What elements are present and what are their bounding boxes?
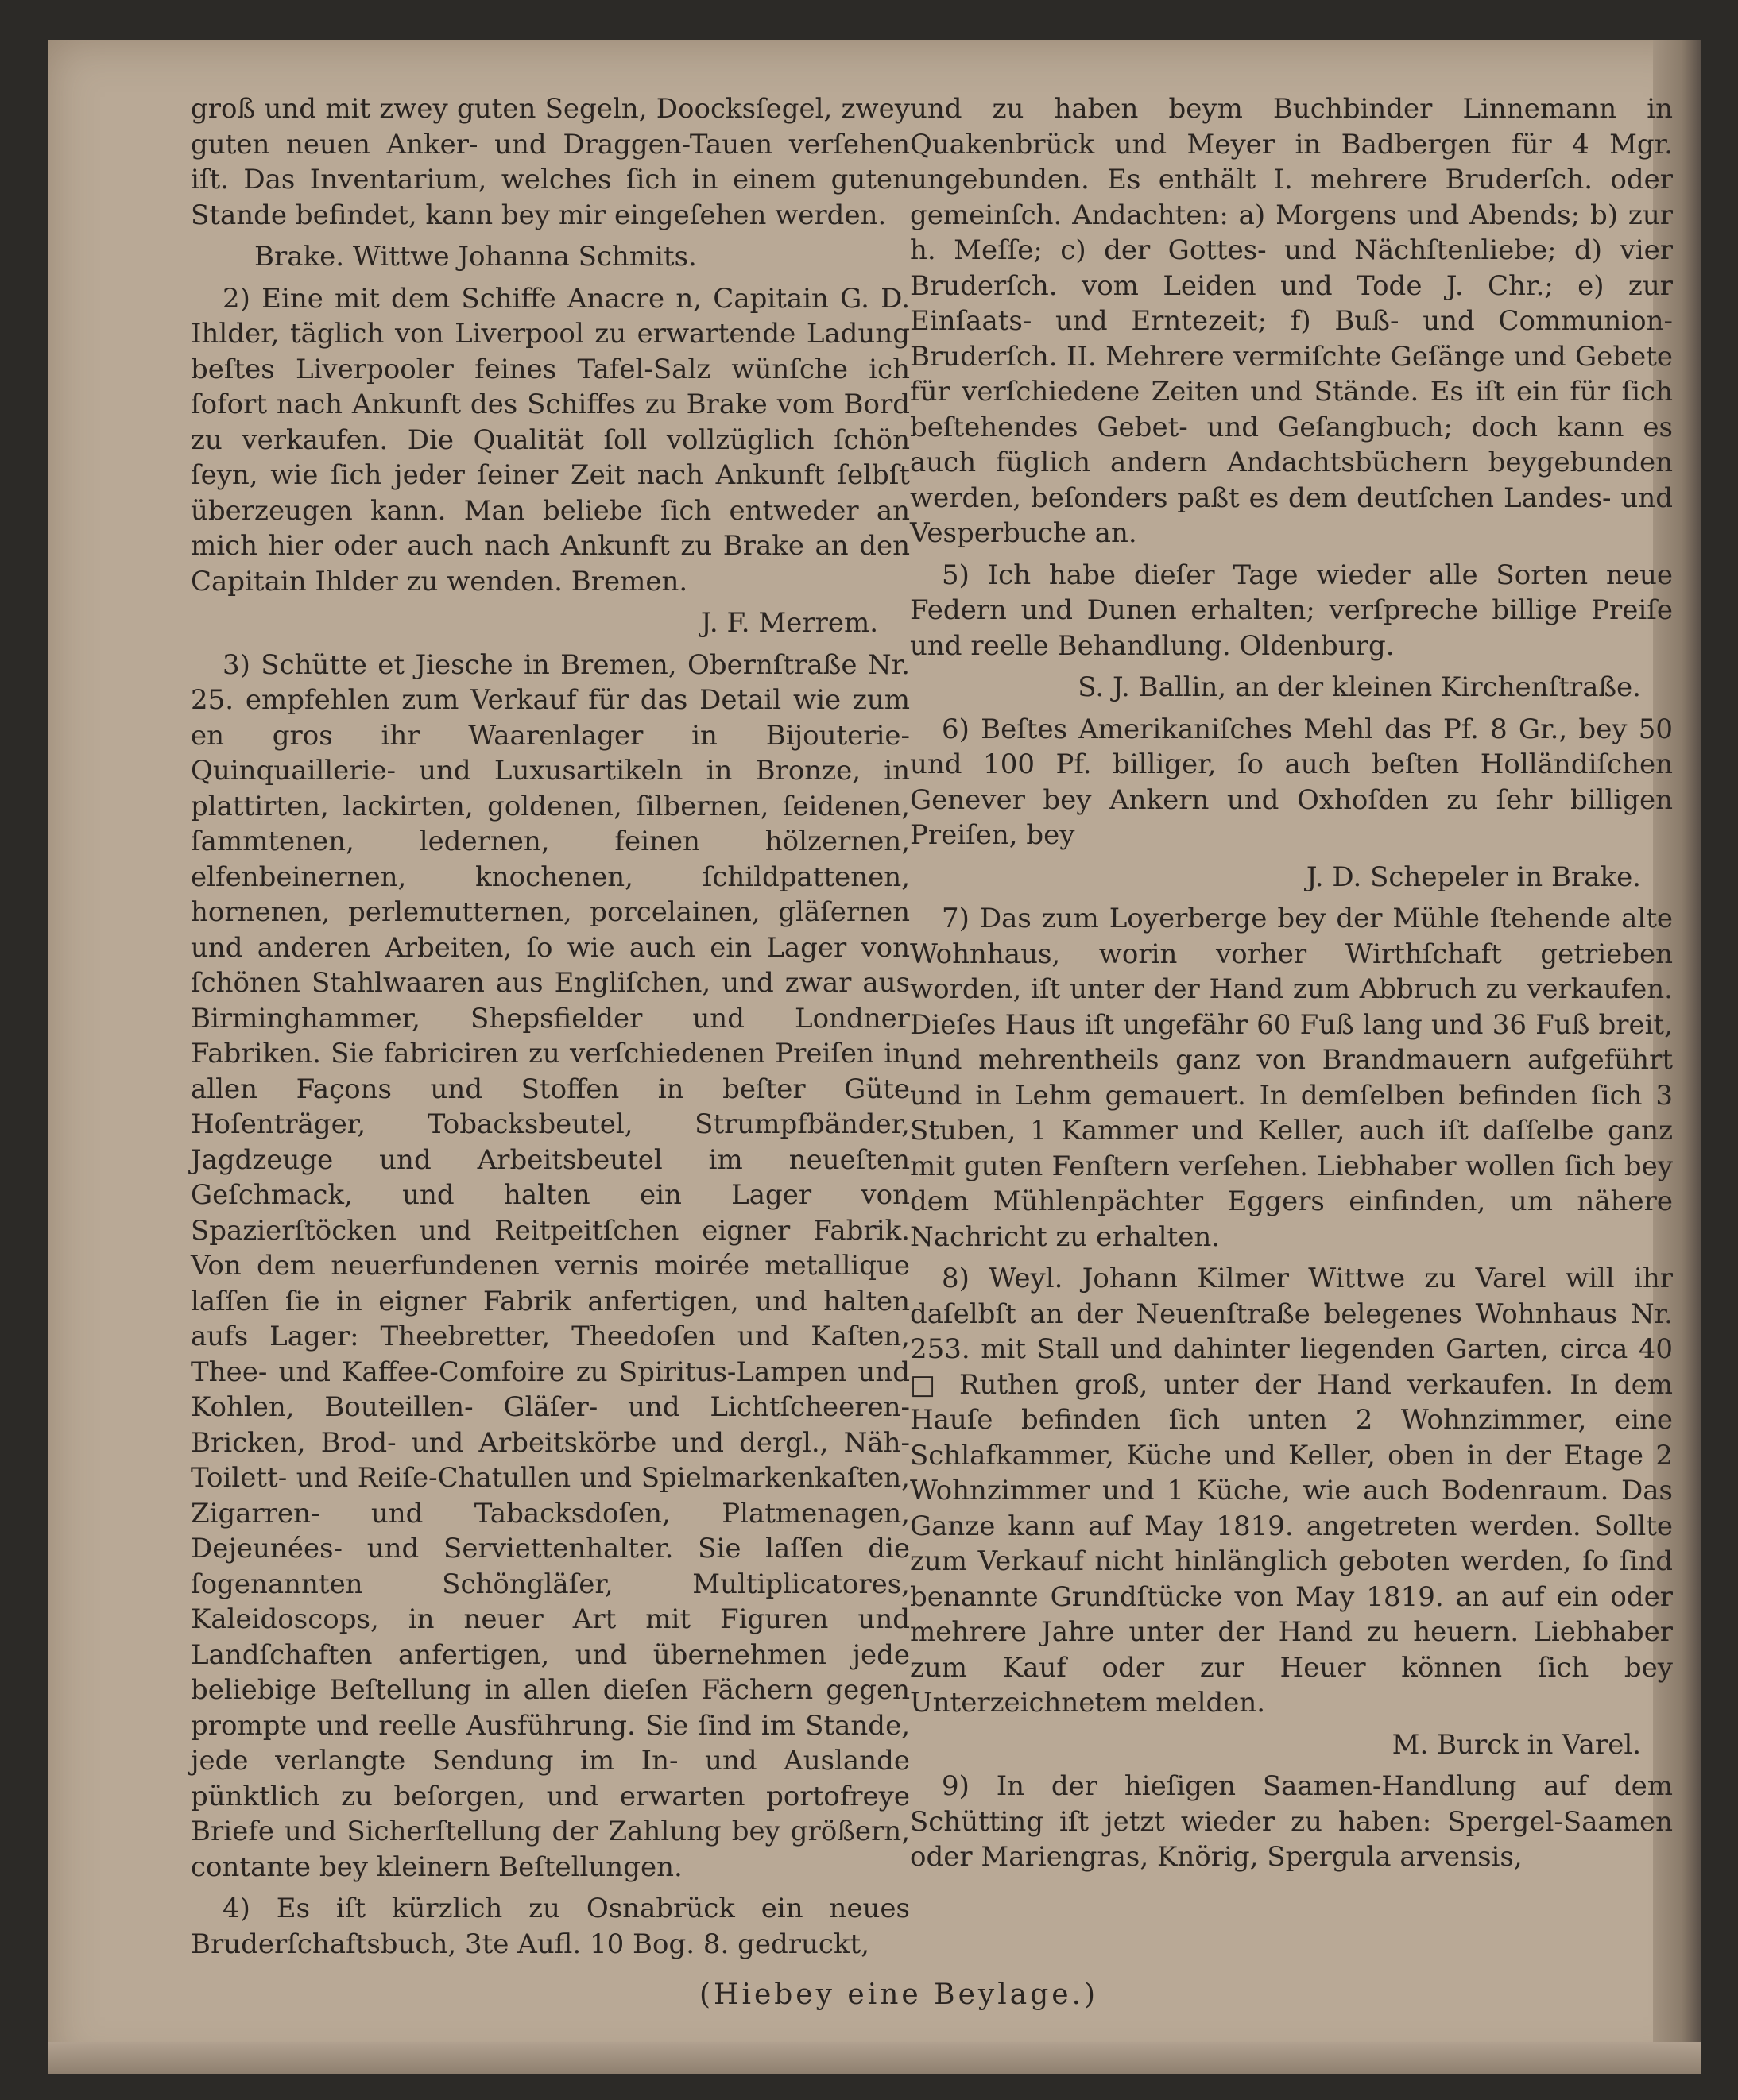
signature: S. J. Ballin, an der kleinen Kirchenſtraße. xyxy=(1078,671,1641,703)
paragraph: 5) Ich habe dieſer Tage wieder alle Sorten neue Federn und Dunen erhalten; verſpreche billige Preiſe und reelle Behandlung. Oldenburg. xyxy=(910,559,1673,662)
paragraph: groß und mit zwey guten Segeln, Doocksſegel, zwey guten neuen Anker- und Draggen-Tauen verſehen iſt. Das Inventarium, welches ſich in einem guten Stande befindet, kann bey mir eingeſehen werden. xyxy=(191,93,910,231)
signature: J. D. Schepeler in Brake. xyxy=(1306,860,1641,893)
paragraph: 2) Eine mit dem Schiffe Anacre n, Capitain G. D. Ihlder, täglich von Liverpool zu erwartende Ladung beſtes Liverpooler feines Tafel-Salz wünſche ich ſofort nach Ankunft des Schiffes zu Brake vom Bord zu verkaufen. Die Qualität ſoll vollzüglich ſchön ſeyn, wie ſich jeder ſeiner Zeit nach Ankunft ſelbſt überzeugen kann. Man beliebe ſich entweder an mich hier oder auch nach Ankunft zu Brake an den Capitain Ihlder zu wenden. Bremen. xyxy=(191,282,910,598)
paragraph: 9) In der hieſigen Saamen-Handlung auf dem Schütting iſt jetzt wieder zu haben: Spergel-Saamen oder Mariengras, Knörig, Spergula arvensis, xyxy=(910,1770,1673,1873)
paragraph: 3) Schütte et Jiesche in Bremen, Obernſtraße Nr. 25. empfehlen zum Verkauf für das Detail wie zum en gros ihr Waarenlager in Bijouterie- Quinquaillerie- und Luxusartikeln in Bronze, in plattirten, lackirten, goldenen, ſilbernen, ſeidenen, ſammtenen, ledernen, feinen hölzernen, elfenbeinernen, knochenen, ſchildpattenen, hornenen, perlemutternen, porcelainen, gläſernen und anderen Arbeiten, ſo wie auch ein Lager von ſchönen Stahlwaaren aus Engliſchen, und zwar aus Birminghammer, Shepsfielder und Londner Fabriken. Sie fabriciren zu verſchiedenen Preiſen in allen Façons und Stoffen in beſter Güte Hoſenträger, Tobacksbeutel, Strumpfbänder, Jagdzeuge und Arbeitsbeutel im neueſten Geſchmack, und halten ein Lager von Spazierſtöcken und Reitpeitſchen eigner Fabrik. Von dem neuerfundenen vernis moirée metallique laſſen ſie in eigner Fabrik anfertigen, und halten aufs Lager: Theebretter, Theedoſen und Kaſten, Thee- und Kaffee-Comfoire zu Spiritus-Lampen und Kohlen, Bouteillen- Gläſer- und Lichtſcheeren-Bricken, Brod- und Arbeitskörbe und dergl., Näh- Toilett- und Reiſe-Chatullen und Spielmarkenkaſten, Zigarren- und Tabacksdoſen, Platmenagen, Dejeunées- und Serviettenhalter. Sie laſſen die ſogenannten Schöngläſer, Multiplicatores, Kaleidoscops, in neuer Art mit Figuren und Landſchaften anfertigen, und übernehmen jede beliebige Beſtellung in allen dieſen Fächern gegen prompte und reelle Ausführung. Sie ſind im Stande, jede verlangte Sendung im In- und Auslande pünktlich zu beſorgen, und erwarten portofreye Briefe und Sicherſtellung der Zahlung bey größern, contante bey kleinern Beſtellungen. xyxy=(191,648,910,1883)
signature: J. F. Merrem. xyxy=(700,607,878,639)
paragraph: 7) Das zum Loyerberge bey der Mühle ſtehende alte Wohnhaus, worin vorher Wirthſchaft getrieben worden, iſt unter der Hand zum Abbruch zu verkaufen. Dieſes Haus iſt ungefähr 60 Fuß lang und 36 Fuß breit, und mehrentheils ganz von Brandmauern aufgeführt und in Lehm gemauert. In demſelben befinden ſich 3 Stuben, 1 Kammer und Keller, auch iſt daſſelbe ganz mit guten Fenſtern verſehen. Liebhaber wollen ſich bey dem Mühlenpächter Eggers einfinden, um nähere Nachricht zu erhalten. xyxy=(910,903,1673,1253)
paragraph: 4) Es iſt kürzlich zu Osnabrück ein neues Bruderſchaftsbuch, 3te Aufl. 10 Bog. 8. gedruckt, xyxy=(191,1893,910,1960)
paragraph: 8) Weyl. Johann Kilmer Wittwe zu Varel will ihr daſelbſt an der Neuenſtraße belegenes Wohnhaus Nr. 253. mit Stall und dahinter liegenden Garten, circa 40 □ Ruthen groß, unter der Hand verkaufen. In dem Hauſe befinden ſich unten 2 Wohnzimmer, eine Schlafkammer, Küche und Keller, oben in der Etage 2 Wohnzimmer und 1 Küche, wie auch Bodenraum. Das Ganze kann auf May 1819. angetreten werden. Sollte zum Verkauf nicht hinlänglich geboten werden, ſo ſind benannte Grundſtücke von May 1819. an auf ein oder mehrere Jahre unter der Hand zu heuern. Liebhaber zum Kauf oder zur Heuer können ſich bey Unterzeichnetem melden. xyxy=(910,1263,1673,1719)
paragraph: und zu haben beym Buchbinder Linnemann in Quakenbrück und Meyer in Badbergen für 4 Mgr. ungebunden. Es enthält I. mehrere Bruderſch. oder gemeinſch. Andachten: a) Morgens und Abends; b) zur h. Meſſe; c) der Gottes- und Nächſtenliebe; d) vier Bruderſch. vom Leiden und Tode J. Chr.; e) zur Einſaats- und Erntezeit; f) Buß- und Communion-Bruderſch. II. Mehrere vermiſchte Geſänge und Gebete für verſchiedene Zeiten und Stände. Es iſt ein für ſich beſtehendes Gebet- und Geſangbuch; doch kann es auch füglich andern Andachtsbüchern beygebunden werden, beſonders paßt es dem deutſchen Landes- und Vesperbuche an. xyxy=(910,93,1673,549)
signature: Brake. Wittwe Johanna Schmits. xyxy=(254,241,697,273)
right-column xyxy=(910,91,1673,1881)
footer-note: (Hiebey eine Beylage.) xyxy=(699,1978,1099,2011)
signature: M. Burck in Varel. xyxy=(1392,1728,1641,1761)
left-column xyxy=(191,91,910,1968)
page-bottom-edge xyxy=(48,2042,1701,2074)
paragraph: 6) Beſtes Amerikaniſches Mehl das Pf. 8 Gr., bey 50 und 100 Pf. billiger, ſo auch beſten Holländiſchen Genever bey Ankern und Oxhoſden zu ſehr billigen Preiſen, bey xyxy=(910,713,1673,851)
